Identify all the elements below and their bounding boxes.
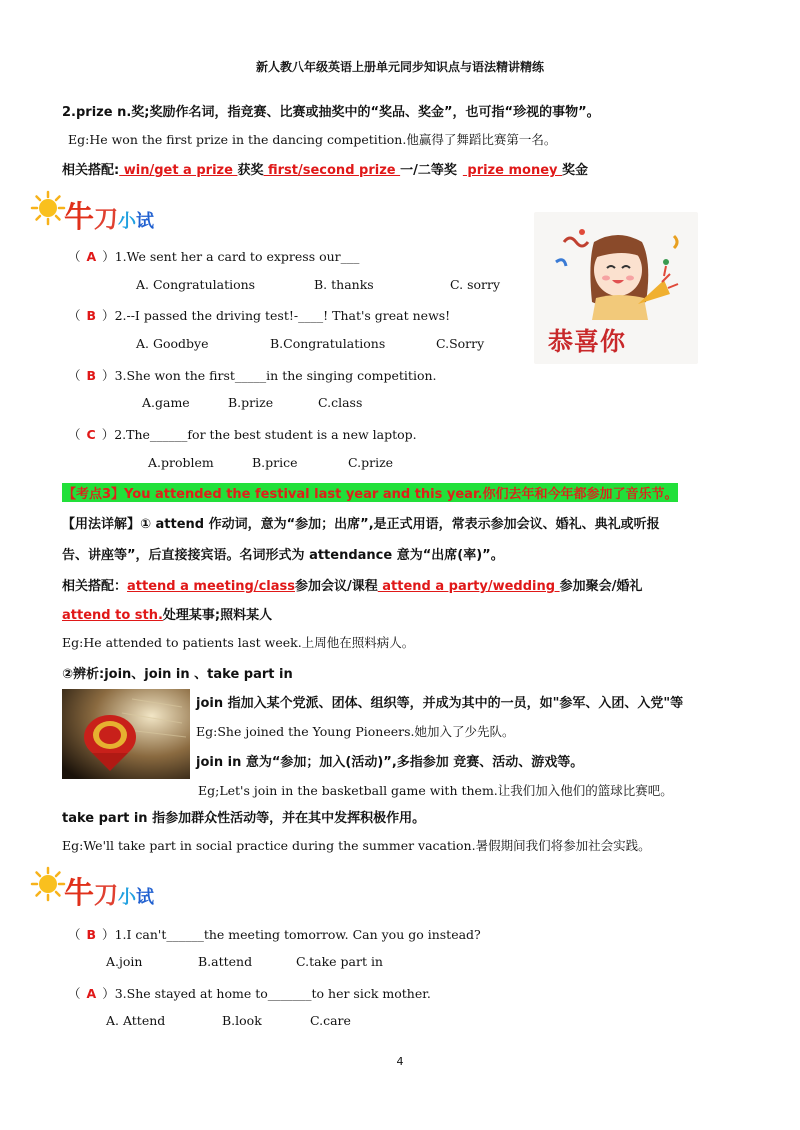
paren-left: （ <box>68 427 81 442</box>
paren-left: （ <box>68 249 81 264</box>
quiz1-q4-opt-c: C.prize <box>348 455 394 470</box>
paren-right: ） <box>102 927 115 942</box>
colloc-label: 相关搭配: <box>62 163 120 178</box>
quiz1-q3-text: 3.She won the first_____in the singing competition. <box>114 368 437 383</box>
paren-right: ） <box>102 308 115 323</box>
usage-colloc-label: 相关搭配： <box>62 579 128 594</box>
quiz2-q1-text: 1.I can't______the meeting tomorrow. Can you go instead? <box>114 927 481 942</box>
discrim-take-part-in: take part in 指参加群众性活动等，并在其中发挥积极作用。 <box>62 811 426 826</box>
colloc-first-prize: first/second prize <box>263 163 401 178</box>
title-char-xiao: 小 <box>118 887 136 908</box>
usage-line1: 【用法详解】① attend 作动词，意为“参加；出席”,是正式用语，常表示参加会议、婚礼、典礼或听报 <box>62 517 660 532</box>
quiz1-q3-answer: B <box>86 368 97 383</box>
quiz1-q1-opt-b: B. thanks <box>314 277 374 292</box>
paren-left: （ <box>68 368 81 383</box>
quiz2-q1-answer: B <box>86 927 97 942</box>
quiz1-q4-text: 2.The______for the best student is a new laptop. <box>114 427 417 442</box>
discrim-join-example: Eg:She joined the Young Pioneers.她加入了少先队。 <box>196 724 515 739</box>
colloc-prize-money: prize money <box>462 163 563 178</box>
practice-title-2 <box>64 868 154 912</box>
title-char-dao: 刀 <box>94 204 118 233</box>
quiz2-q1 <box>68 925 481 943</box>
usage-attend-to <box>62 604 272 623</box>
title-char-xiao: 小 <box>118 211 136 232</box>
prize-collocations <box>62 159 588 178</box>
paren-left: （ <box>68 927 81 942</box>
paren-right: ） <box>102 249 115 264</box>
quiz2-q2-opt-c: C.care <box>310 1013 351 1028</box>
colloc-attend-party: attend a party/wedding <box>377 579 560 594</box>
quiz1-q4-opt-a: A.problem <box>148 455 214 470</box>
quiz2-q2-text: 3.She stayed at home to_______to her sick mother. <box>114 986 431 1001</box>
quiz1-q1-opt-a: A. Congratulations <box>136 277 256 292</box>
quiz1-q3 <box>68 366 437 384</box>
quiz1-q2 <box>68 306 450 324</box>
paren-right: ） <box>101 427 115 442</box>
quiz1-q1-opt-c: C. sorry <box>450 277 501 292</box>
prize-heading: 2.prize n.奖;奖励作名词，指竞赛、比赛或抽奖中的“奖品、奖金”，也可指“珍视的事物”。 <box>62 105 600 120</box>
paren-right: ） <box>102 368 115 383</box>
quiz2-q2 <box>68 984 431 1002</box>
quiz1-q3-opt-b: B.prize <box>228 395 274 410</box>
quiz1-q2-opt-b: B.Congratulations <box>270 336 386 351</box>
discrim-join-in: join in 意为“参加；加入(活动)”,多指参加 竞赛、活动、游戏等。 <box>196 755 584 770</box>
colloc-prize-money-cn: 奖金 <box>562 163 589 178</box>
usage-collocations <box>62 575 642 594</box>
title-char-niu: 牛 <box>64 200 94 235</box>
paren-right: ） <box>102 986 115 1001</box>
quiz1-q3-opt-c: C.class <box>318 395 363 410</box>
quiz2-q1-opt-b: B.attend <box>198 954 253 969</box>
colloc-win-prize: win/get a prize <box>119 163 238 178</box>
quiz2-q1-opt-c: C.take part in <box>296 954 383 969</box>
page-number: 4 <box>396 1055 404 1068</box>
discrim-title: ②辨析:join、join in 、take part in <box>62 667 293 682</box>
quiz1-q2-opt-a: A. Goodbye <box>136 336 209 351</box>
quiz2-q2-opt-a: A. Attend <box>106 1013 166 1028</box>
quiz1-q4 <box>68 425 417 443</box>
quiz2-q2-answer: A <box>86 986 97 1001</box>
colloc-attend-meeting-cn: 参加会议/课程 <box>295 579 378 594</box>
title-char-shi: 试 <box>136 211 154 232</box>
paren-left: （ <box>68 986 81 1001</box>
quiz1-q4-opt-b: B.price <box>252 455 298 470</box>
colloc-attend-meeting: attend a meeting/class <box>127 579 295 594</box>
usage-line2: 告、讲座等”，后直接接宾语。名词形式为 attendance 意为“出席(率)”。 <box>62 548 504 563</box>
discrim-join-in-example: Eg;Let's join in the basketball game with them.让我们加入他们的篮球比赛吧。 <box>198 783 673 798</box>
colloc-first-prize-cn: 一/二等奖 <box>400 163 457 178</box>
page-header: 新人教八年级英语上册单元同步知识点与语法精讲精练 <box>255 60 544 74</box>
discrim-join: join 指加入某个党派、团体、组织等，并成为其中的一员，如"参军、入团、入党"等 <box>196 696 684 711</box>
red-badge-photo <box>62 689 190 779</box>
cartoon-girl-congrats <box>534 212 698 364</box>
sun-icon <box>30 190 66 226</box>
quiz1-q2-opt-c: C.Sorry <box>436 336 485 351</box>
quiz1-q1-answer: A <box>86 249 97 264</box>
colloc-attend-party-cn: 参加聚会/婚礼 <box>559 579 643 594</box>
quiz2-q1-opt-a: A.join <box>106 954 143 969</box>
quiz1-q2-text: 2.--I passed the driving test!-____! That's great news! <box>114 308 451 323</box>
colloc-attend-to-cn: 处理某事;照料某人 <box>162 608 273 623</box>
prize-example: Eg:He won the first prize in the dancing competition.他赢得了舞蹈比赛第一名。 <box>68 132 557 147</box>
quiz1-q4-answer: C <box>86 427 96 442</box>
quiz1-q1-text: 1.We sent her a card to express our___ <box>114 249 360 264</box>
paren-left: （ <box>68 308 81 323</box>
title-char-shi: 试 <box>136 887 154 908</box>
quiz1-q3-opt-a: A.game <box>142 395 190 410</box>
discrim-take-part-in-example: Eg:We'll take part in social practice during the summer vacation.暑假期间我们将参加社会实践。 <box>62 838 651 853</box>
practice-title <box>64 192 154 236</box>
colloc-attend-to: attend to sth. <box>62 608 163 623</box>
point3-heading: 【考点3】You attended the festival last year and this year.你们去年和今年都参加了音乐节。 <box>62 483 678 502</box>
sun-icon <box>30 866 66 902</box>
usage-example: Eg:He attended to patients last week.上周他在照料病人。 <box>62 635 415 650</box>
quiz1-q1 <box>68 247 359 265</box>
title-char-niu: 牛 <box>64 876 94 911</box>
picture-caption: 恭喜你 <box>548 327 627 356</box>
quiz2-q2-opt-b: B.look <box>222 1013 262 1028</box>
colloc-win-prize-cn: 获奖 <box>237 163 264 178</box>
title-char-dao: 刀 <box>94 880 118 909</box>
quiz1-q2-answer: B <box>86 308 97 323</box>
